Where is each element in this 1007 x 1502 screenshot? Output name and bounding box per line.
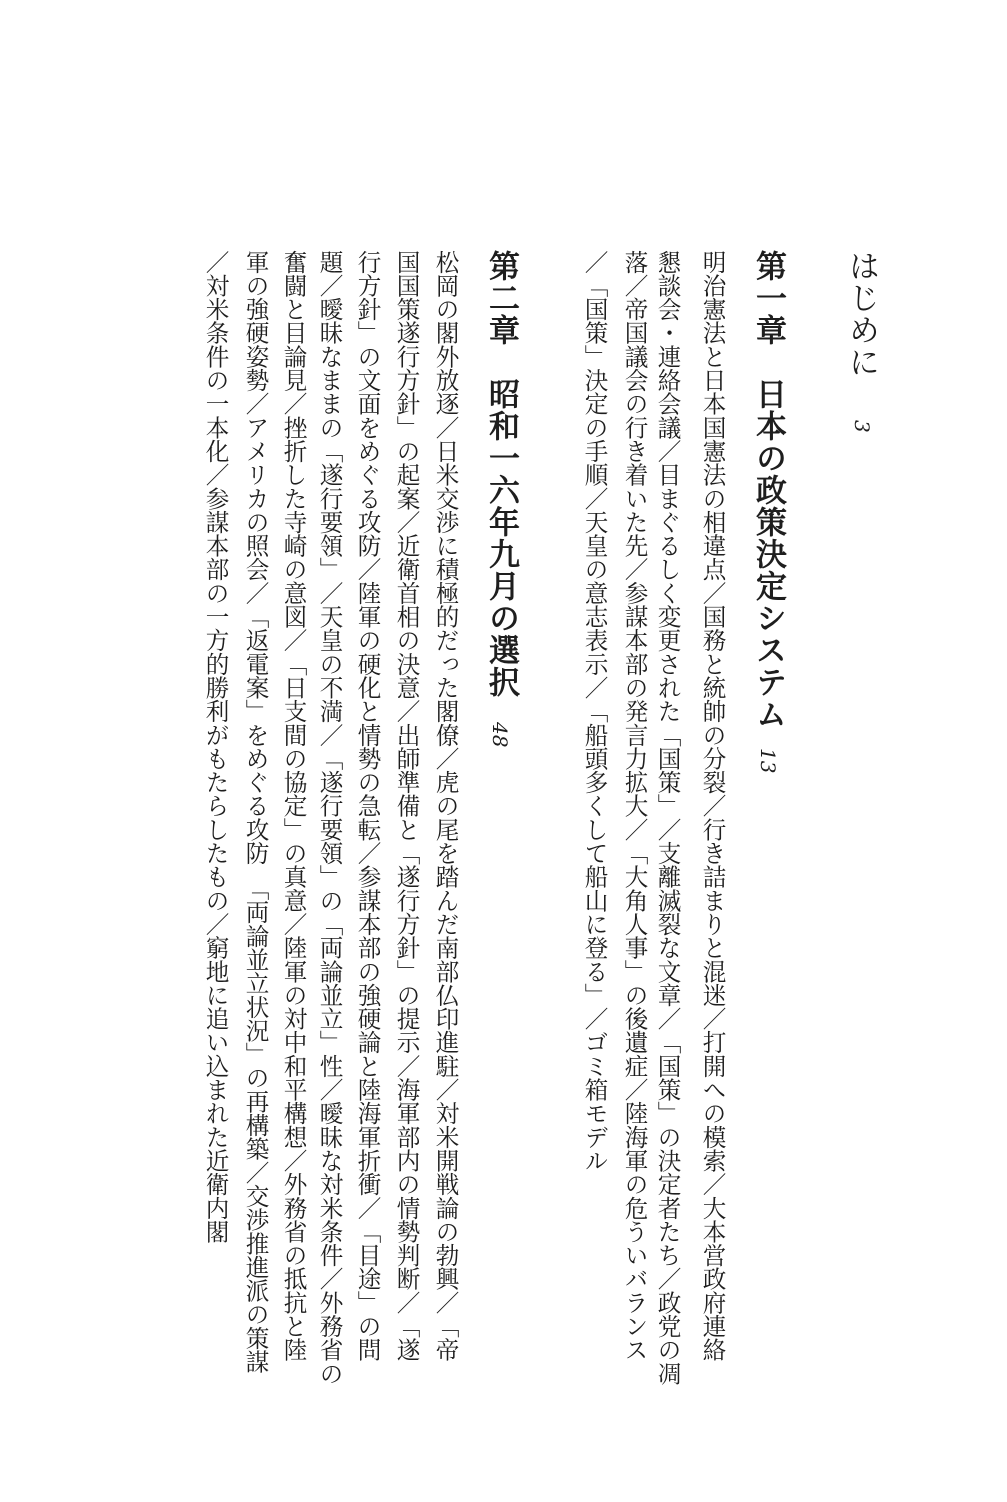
- intro-page-number: 3: [850, 420, 874, 433]
- chapter-2-summary-line: 国国策遂行方針」の起案／近衛首相の決意／出師準備と「遂行方針」の提示／海軍部内の情勢判断／「遂: [392, 250, 421, 1362]
- chapter-1-summary-line: ／「国策」決定の手順／天皇の意志表示／「船頭多くして船山に登る」／ゴミ箱モデル: [580, 250, 609, 1173]
- intro-heading: はじめに: [843, 250, 879, 378]
- chapter-1-summary-line: 懇談会・連絡会議／目まぐるしく変更された「国策」／支離滅裂な文章／「国策」の決定者たち／政党の凋: [653, 250, 682, 1386]
- chapter-2-page-number: 48: [488, 722, 512, 748]
- chapter-1-page-number: 13: [756, 748, 780, 774]
- chapter-1-summary-line: 明治憲法と日本国憲法の相違点／国務と統帥の分裂／行き詰まりと混迷／打開への模索／大本営政府連絡: [698, 250, 727, 1362]
- chapter-2-summary-line: 行方針」の文面をめぐる攻防／陸軍の硬化と情勢の急転／参謀本部の強硬論と陸海軍折衝／「目途」の問: [353, 250, 382, 1362]
- chapter-2-summary-line: 松岡の閣外放逐／日米交渉に積極的だった閣僚／虎の尾を踏んだ南部仏印進駐／対米開戦論の勃興／「帝: [431, 250, 460, 1362]
- chapter-1-summary-line: 落／帝国議会の行き着いた先／参謀本部の発言力拡大／「大角人事」の後遺症／陸海軍の危ういバランス: [620, 250, 649, 1362]
- chapter-2-summary-line: 軍の強硬姿勢／アメリカの照会／「返電案」をめぐる攻防 「両論並立状況」の再構築／交渉推進派の策謀: [241, 250, 270, 1374]
- chapter-2-summary-line: ／対米条件の一本化／参謀本部の一方的勝利がもたらしたもの／窮地に追い込まれた近衛内閣: [201, 250, 230, 1244]
- chapter-2-summary-line: 題／曖昧なままの「遂行要領」／天皇の不満／「遂行要領」の「両論並立」性／曖昧な対米条件／外務省の: [315, 250, 344, 1386]
- chapter-2-summary-line: 奮闘と目論見／挫折した寺崎の意図／「日支間の協定」の真意／陸軍の対中和平構想／外務省の抵抗と陸: [279, 250, 308, 1362]
- chapter-2-heading: 第二章 昭和一六年九月の選択: [483, 250, 519, 698]
- chapter-1-heading: 第一章 日本の政策決定システム: [750, 250, 786, 730]
